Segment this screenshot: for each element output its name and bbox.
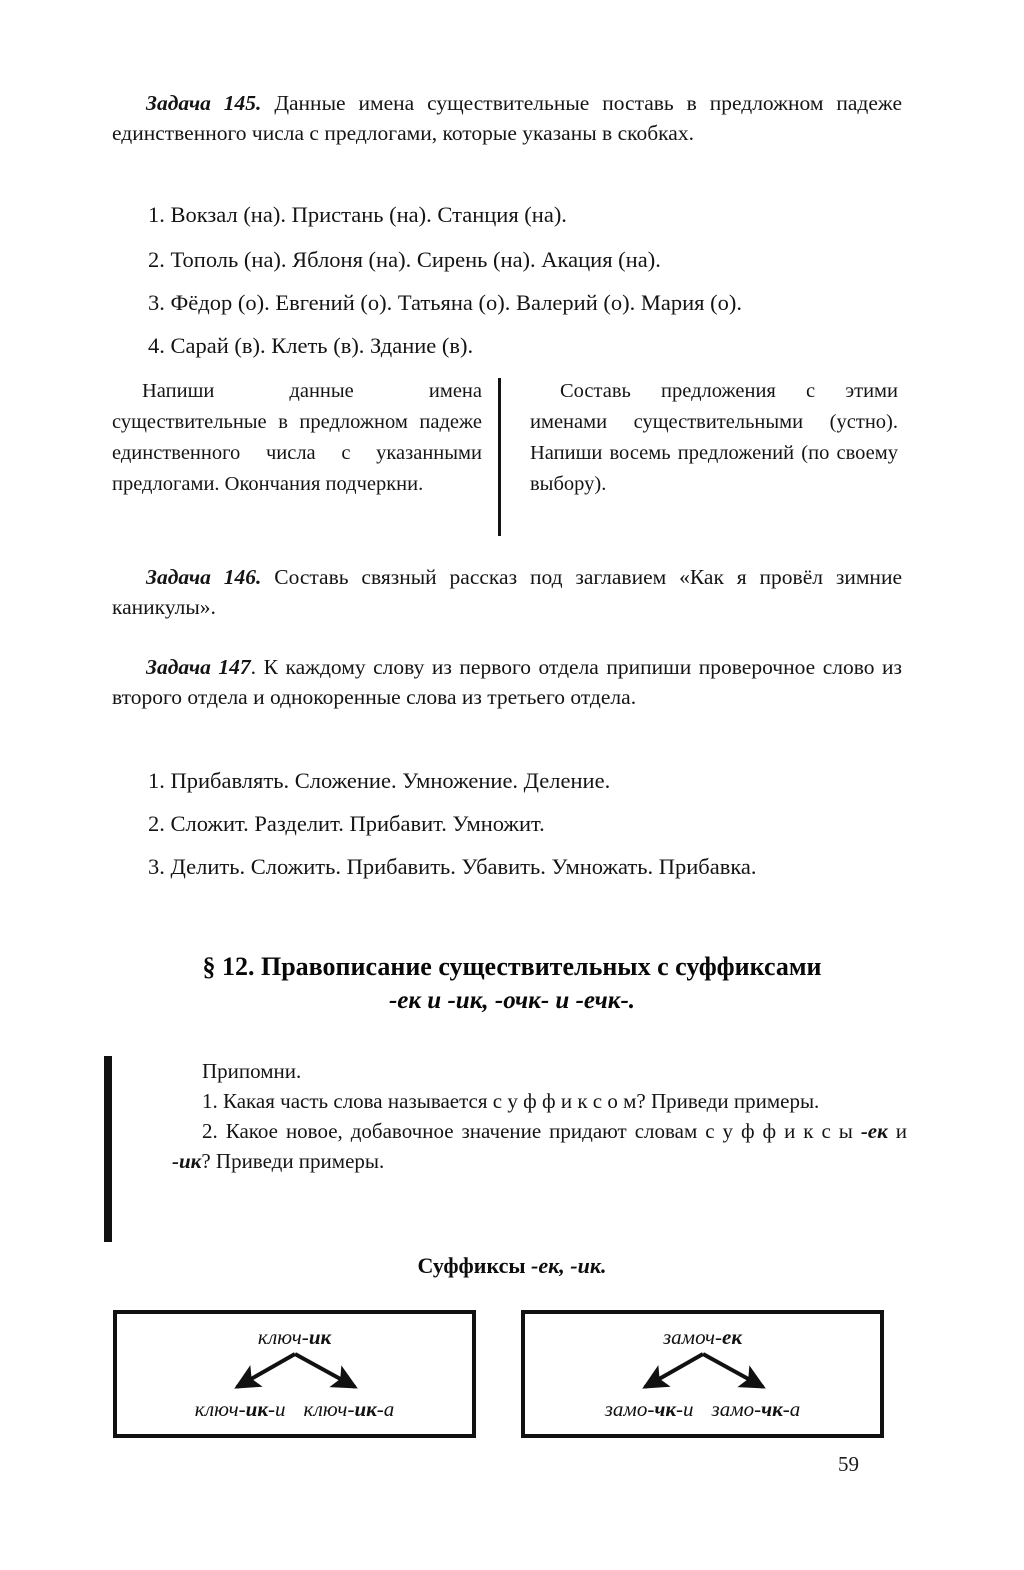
scheme-ik-top-word	[117, 1325, 472, 1350]
task-145-item-4: 4. Сарай (в). Клеть (в). Здание (в).	[148, 333, 474, 358]
arrow-right-ek	[703, 1354, 763, 1387]
task-147-text: . К каждому слову из первого отдела припиши проверочное слово из второго отдела и однокоренные слова из третьего отдела.	[112, 655, 903, 709]
diagram-caption	[112, 1253, 912, 1279]
recall-question-2	[172, 1116, 907, 1176]
arrow-left-ek	[645, 1354, 703, 1387]
scheme-ik-top-suffix: ик	[308, 1325, 332, 1349]
scheme-ik-br-suffix: ик	[354, 1397, 377, 1421]
task-147-item-3: 3. Делить. Сложить. Прибавить. Убавить. Умножать. Прибавка.	[148, 854, 757, 879]
scheme-ik-br-stem: ключ-	[303, 1397, 355, 1421]
recall-accent-bar	[104, 1056, 112, 1242]
task-146-paragraph	[112, 562, 902, 622]
diagram-caption-suffixes: -ек, -ик.	[531, 1253, 607, 1278]
task-147-item-2: 2. Сложит. Разделит. Прибавит. Умножит.	[148, 811, 545, 836]
recall-q2-part1: 2. Какое новое, добавочное значение придают словам с у ф ф и к с ы	[202, 1119, 861, 1143]
scheme-ik-bottom-row	[117, 1397, 472, 1422]
recall-title: Припомни.	[202, 1059, 302, 1083]
scheme-ek-top-stem: замоч-	[662, 1325, 723, 1349]
arrow-left-ik	[237, 1354, 295, 1387]
recall-q2-suffix-ek: -ек	[860, 1119, 888, 1143]
scheme-ik-bl-suffix: ик	[245, 1397, 268, 1421]
section-heading-line-2: -ек и -ик, -очк- и -ечк-.	[388, 987, 636, 1014]
scheme-ik-br-word	[304, 1397, 395, 1422]
scheme-ek-bl-word	[605, 1397, 694, 1422]
section-heading	[112, 950, 912, 1018]
recall-box	[104, 1056, 910, 1242]
task-147-item-1: 1. Прибавлять. Сложение. Умножение. Деление.	[148, 768, 611, 793]
task-145-item-3: 3. Фёдор (о). Евгений (о). Татьяна (о). Валерий (о). Мария (о).	[148, 290, 742, 315]
scheme-ik-bl-word	[195, 1397, 286, 1422]
scheme-ek-br-ending: -а	[782, 1397, 801, 1421]
scheme-box-ik	[113, 1310, 476, 1438]
recall-q2-part2: ? Приведи примеры.	[201, 1149, 385, 1173]
task-145-item-1: 1. Вокзал (на). Пристань (на). Станция (на).	[148, 202, 567, 227]
page-number: 59	[838, 1452, 859, 1476]
task-145-item-2: 2. Тополь (на). Яблоня (на). Сирень (на). Акация (на).	[148, 247, 661, 272]
recall-body	[172, 1056, 907, 1176]
recall-question-1: 1. Какая часть слова называется с у ф ф и к с о м? Приведи примеры.	[202, 1089, 820, 1113]
task-146-text: Составь связный рассказ под заглавием «Как я провёл зимние каникулы».	[112, 565, 902, 619]
section-heading-line-1: § 12. Правописание существительных с суффиксами	[202, 952, 822, 981]
scheme-ik-bl-ending: -и	[268, 1397, 286, 1421]
column-divider	[498, 378, 501, 536]
diagram-caption-prefix: Суффиксы	[417, 1253, 532, 1278]
scheme-ek-bl-stem: замо-	[604, 1397, 655, 1421]
task-145-subtask-right: Составь предложения с этими именами существительными (устно). Напиши восемь предложений (по своему выбору).	[530, 380, 898, 495]
scheme-ik-top-stem: ключ-	[257, 1325, 309, 1349]
task-145-paragraph	[112, 88, 902, 148]
scheme-box-ek	[521, 1310, 884, 1438]
scheme-ek-br-word	[712, 1397, 801, 1422]
scheme-ik-br-ending: -а	[376, 1397, 395, 1421]
scheme-ik-bl-stem: ключ-	[194, 1397, 246, 1421]
scheme-ek-br-stem: замо-	[711, 1397, 762, 1421]
task-145-label: Задача 145.	[146, 91, 262, 115]
task-146-label: Задача 146.	[146, 565, 262, 589]
arrow-right-ik	[295, 1354, 355, 1387]
scheme-ek-bl-ending: -и	[676, 1397, 694, 1421]
scheme-ek-top-suffix: ек	[722, 1325, 743, 1349]
recall-q2-mid: и	[887, 1119, 907, 1143]
recall-q2-suffix-ik: -ик	[172, 1149, 202, 1173]
task-145-subtask-columns	[112, 376, 900, 538]
task-145-subtask-left: Напиши данные имена существительные в предложном падеже единственного числа с указанными предлогами. Окончания подчеркни.	[112, 380, 482, 495]
scheme-ek-bottom-row	[525, 1397, 880, 1422]
task-147-label: Задача 147	[146, 655, 251, 679]
task-145-intro-text: Данные имена существительные поставь в предложном падеже единственного числа с предлогами, которые указаны в скобках.	[112, 91, 903, 145]
scheme-ek-br-suffix: чк	[761, 1397, 783, 1421]
scheme-ek-top-word	[525, 1325, 880, 1350]
task-147-paragraph	[112, 652, 902, 712]
scheme-ek-bl-suffix: чк	[654, 1397, 676, 1421]
